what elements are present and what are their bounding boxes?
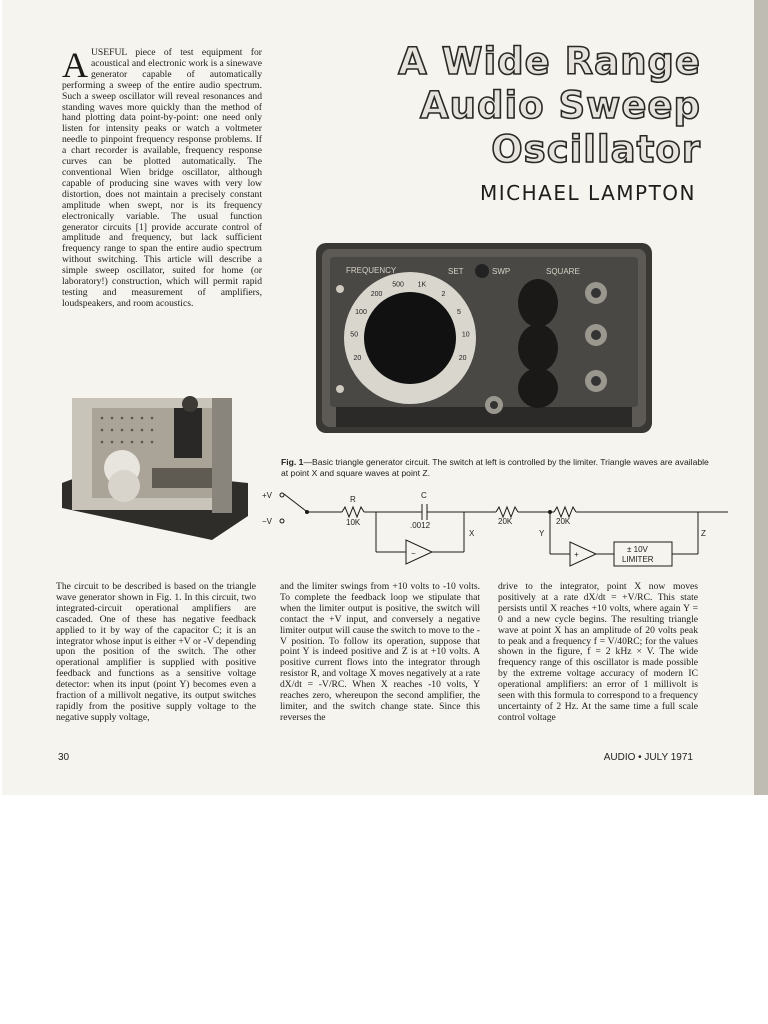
panel-frequency-label: FREQUENCY [346, 266, 397, 275]
title-line-1: A Wide Range [398, 40, 701, 83]
limiter-label: LIMITER [622, 555, 654, 564]
triangle-generator-schematic [258, 484, 728, 584]
page-number: 30 [58, 752, 70, 763]
body-column-2: and the limiter swings from +10 volts to -10 volts. To complete the feedback loop we stipulate that when the limiter output is positive, the switch will contact the +V input, and conversely a negative limiter output will cause the switch to move to the -V position. To follow its operation, suppose that point Y is indeed positive and Z is at +10 volts. A positive current flows into the integrator through resistor R, and voltage X moves negatively at a rate dX/dt = -V/RC. When X reaches -10 volts, Y reaches zero, whereupon the second amplifier, the limiter, and the switch change state. Since this reverses the [280, 581, 480, 723]
schematic-c-value: .0012 [410, 521, 431, 530]
schematic-point-z: Z [701, 529, 706, 538]
dial-mark: 100 [355, 308, 367, 316]
figure-caption-label: Fig. 1 [281, 457, 304, 467]
schematic-plus-v: +V [262, 491, 273, 500]
opamp2-sign: + [574, 550, 579, 559]
author-byline: MICHAEL LAMPTON [480, 181, 696, 205]
dial-mark: 5 [457, 308, 461, 316]
schematic-res2-value: 20K [498, 517, 513, 526]
intro-text: USEFUL piece of test equipment for acoustical and electronic work is a sinewave generator capable of automatically performing a sweep of the entire audio spectrum. Such a sweep oscillator will reveal resonances and standing waves more quickly than the method of hand plotting data point-by-point: one need only listen for intensity peaks or watch a voltmeter needle to pinpoint frequency response problems. If a chart recorder is available, frequency response curves can be plotted automatically. The conventional Wien bridge oscillator, although capable of producing sine waves with very low distortion, does not maintain a precisely constant amplitude when swept, nor is its frequency electronically variable. The usual function generator circuits [1] provide accurate control of amplitude and frequency, but lack sufficient frequency range to span the entire audio spectrum without switching. This article will describe a simple sweep oscillator, suited for home (or laboratory!) construction, which will permit rapid testing and measurement of amplifiers, loudspeakers, and room acoustics. [62, 47, 262, 309]
intro-paragraph [62, 45, 262, 310]
panel-square-label: SQUARE [546, 267, 580, 276]
oscillator-front-panel-photo [316, 243, 652, 433]
dial-mark: 2 [441, 291, 446, 299]
dial-mark: 20 [458, 355, 467, 363]
opamp1-sign: − [411, 549, 416, 558]
body-column-3: drive to the integrator, point X now moves positively at a rate dX/dt = +V/RC. This state persists until X reaches +10 volts, where again Y = 0 and a new cycle begins. The resulting triangle wave at point X has an amplitude of 20 volts peak to peak and a frequency f = V/40RC; for the values shown in the figure, f = 2 kHz × V. The wide frequency range of this oscillator is made possible by the extreme voltage accuracy of modern IC operational amplifiers: an error of 1 millivolt is seen with this formula to correspond to a frequency uncertainty of 2 Hz. At the same time a full scale control voltage [498, 581, 698, 723]
oscillator-interior-photo [62, 388, 248, 540]
body-column-1: The circuit to be described is based on the triangle wave generator shown in Fig. 1. In this circuit, two integrated-circuit operational amplifiers are cascaded. One of these has negative feedback applied to it by way of the capacitor C; it is an integrator whose input is either +V or -V depending upon the position of the switch. The other operational amplifier is supplied with positive feedback and functions as a sensitive voltage detector: when its input (point Y) becomes even a fraction of a millivolt negative, its output switches rapidly from the positive supply voltage to the negative supply voltage, [56, 581, 256, 723]
schematic-point-x: X [469, 529, 475, 538]
dial-mark: 50 [350, 331, 359, 339]
drop-cap: A [62, 45, 88, 85]
page-edge-shadow [754, 0, 768, 795]
schematic-c-label: C [421, 491, 427, 500]
panel-swp-label: SWP [492, 267, 511, 276]
dial-mark: 10 [461, 331, 470, 339]
issue-footer: AUDIO • JULY 1971 [603, 752, 693, 763]
schematic-r-label: R [350, 495, 356, 504]
title-line-2: Audio Sweep [420, 84, 701, 127]
panel-set-label: SET [448, 267, 464, 276]
article-title [276, 40, 701, 172]
limiter-value: ± 10V [627, 545, 648, 554]
dial-mark: 200 [370, 291, 383, 299]
figure-caption-text: —Basic triangle generator circuit. The switch at left is controlled by the limiter. Triangle waves are available at point X and square waves at point Z. [281, 457, 709, 478]
figure-caption [281, 457, 711, 479]
schematic-point-y: Y [539, 529, 545, 538]
dial-mark: 20 [353, 355, 362, 363]
dial-mark: 500 [392, 281, 404, 289]
title-line-3: Oscillator [491, 128, 701, 171]
dial-mark: 1K [417, 281, 427, 289]
schematic-minus-v: −V [262, 517, 273, 526]
schematic-r-value: 10K [346, 518, 361, 527]
schematic-res3-value: 20K [556, 517, 571, 526]
